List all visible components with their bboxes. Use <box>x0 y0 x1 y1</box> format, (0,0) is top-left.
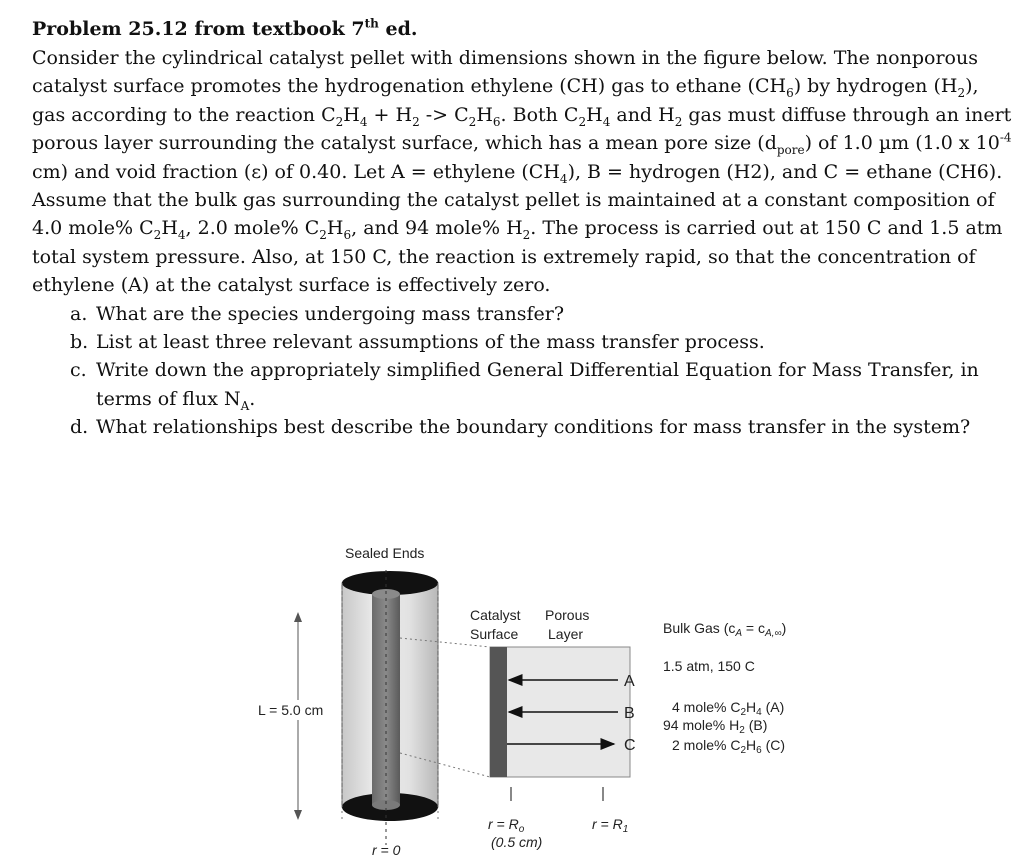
statement-segment: H <box>161 217 178 240</box>
bulk-gas-label: Bulk Gas $(c_A = c_{A,\infty})$ <box>663 620 787 639</box>
statement-segment: 2 <box>153 228 162 243</box>
statement-segment: pore <box>776 143 805 158</box>
statement-segment: -4 <box>999 130 1012 145</box>
r-zero-label: r = 0 <box>372 842 401 858</box>
statement-segment: 2 <box>674 114 683 129</box>
statement-segment: H <box>476 103 493 126</box>
statement-segment: cm) and void fraction (ε) of 0.40. Let A = ethylene (CH <box>32 160 560 183</box>
statement-segment: gas must diffuse through an inert porous layer surrounding the catalyst surface, which has a mean pore size (d <box>32 103 1012 155</box>
svg-text:Layer: Layer <box>548 626 584 642</box>
composition-a: 4 mole% $C_2H_4$ (A) <box>672 699 785 718</box>
question-label: b. <box>70 331 89 354</box>
statement-segment: . The process is carried out at 150 C and 1.5 atm total system pressure. Also, at 150 C, the reaction is extremely rapid, so that the concentration of ethylene (A) at the catalyst surface is effectively zero. <box>32 217 1003 297</box>
statement-segment: and H <box>610 103 675 126</box>
statement-segment: 2 <box>578 114 587 129</box>
catalyst-surface-strip <box>490 647 507 777</box>
statement-segment: 4 <box>602 114 611 129</box>
sealed-ends-label: Sealed Ends <box>345 545 425 561</box>
question-text: What are the species undergoing mass transfer? <box>96 302 565 325</box>
question-label: d. <box>70 416 89 439</box>
species-a-label: A <box>624 673 635 690</box>
statement-segment: . Both C <box>500 103 579 126</box>
statement-segment: ), gas according to the reaction C <box>32 75 979 126</box>
cylinder-pellet <box>342 570 438 845</box>
statement-segment: H <box>586 103 603 126</box>
statement-segment: ), B = hydrogen (H2), and C = ethane (CH6). Assume that the bulk gas surrounding the catalyst pellet is maintained at a constant composition of 4.0 mole% C <box>32 160 1003 240</box>
statement-segment: 2 <box>468 114 477 129</box>
statement-segment: 4 <box>177 228 186 243</box>
statement-segment: ) by hydrogen (H <box>793 75 958 98</box>
statement-segment: 2 <box>335 114 344 129</box>
statement-segment: 4 <box>559 171 568 186</box>
statement-segment: 2 <box>522 228 531 243</box>
statement-segment: 6 <box>786 86 794 101</box>
question-text: What relationships best describe the boundary conditions for mass transfer in the system? <box>96 416 971 439</box>
statement-segment: 4 <box>359 114 368 129</box>
question-label: c. <box>70 359 87 382</box>
statement-segment: Consider the cylindrical catalyst pellet with dimensions shown in the figure below. The nonporous catalyst surface promotes the hydrogenation ethylene (CH) gas to ethane (CH <box>32 47 978 98</box>
statement-segment: -> C <box>419 103 469 126</box>
statement-segment: + H <box>367 103 413 126</box>
catalyst-label: Catalyst <box>470 607 521 623</box>
composition-b: 94 mole% $H_2$ (B) <box>663 717 768 736</box>
problem-title: Problem 25.12 from textbook 7th ed. <box>32 16 418 40</box>
r1-label: $r = R_1$ <box>592 816 629 835</box>
statement-segment: 2 <box>319 228 327 243</box>
composition-c: 2 mole% $C_2H_6$ (C) <box>672 737 786 756</box>
statement-segment: ) of 1.0 µm (1.0 x 10 <box>804 132 1000 155</box>
r0-label: $r = R_o$ <box>488 816 525 835</box>
species-b-label: B <box>624 705 635 722</box>
statement-segment: 2 <box>412 114 420 129</box>
question-label: a. <box>70 302 88 325</box>
statement-segment: H <box>343 103 360 126</box>
porous-layer-label: Porous <box>545 607 590 623</box>
length-label: L = 5.0 cm <box>258 702 324 718</box>
conditions-label: 1.5 atm, 150 C <box>663 658 755 674</box>
statement-segment: 2 <box>957 86 966 101</box>
statement-segment: , and 94 mole% H <box>351 217 523 240</box>
statement-segment: H <box>326 217 344 240</box>
question-text: Write down the appropriately simplified General Differential Equation for Mass Transfer, in terms of flux $N_A$. <box>96 359 979 413</box>
statement-segment: , 2.0 mole% C <box>185 217 320 240</box>
species-c-label: C <box>624 737 636 754</box>
statement-segment: 6 <box>343 228 352 243</box>
question-text: List at least three relevant assumptions of the mass transfer process. <box>96 331 765 354</box>
r0-value: (0.5 cm) <box>491 834 543 850</box>
svg-text:Surface: Surface <box>470 626 519 642</box>
statement-segment: 6 <box>492 114 501 129</box>
